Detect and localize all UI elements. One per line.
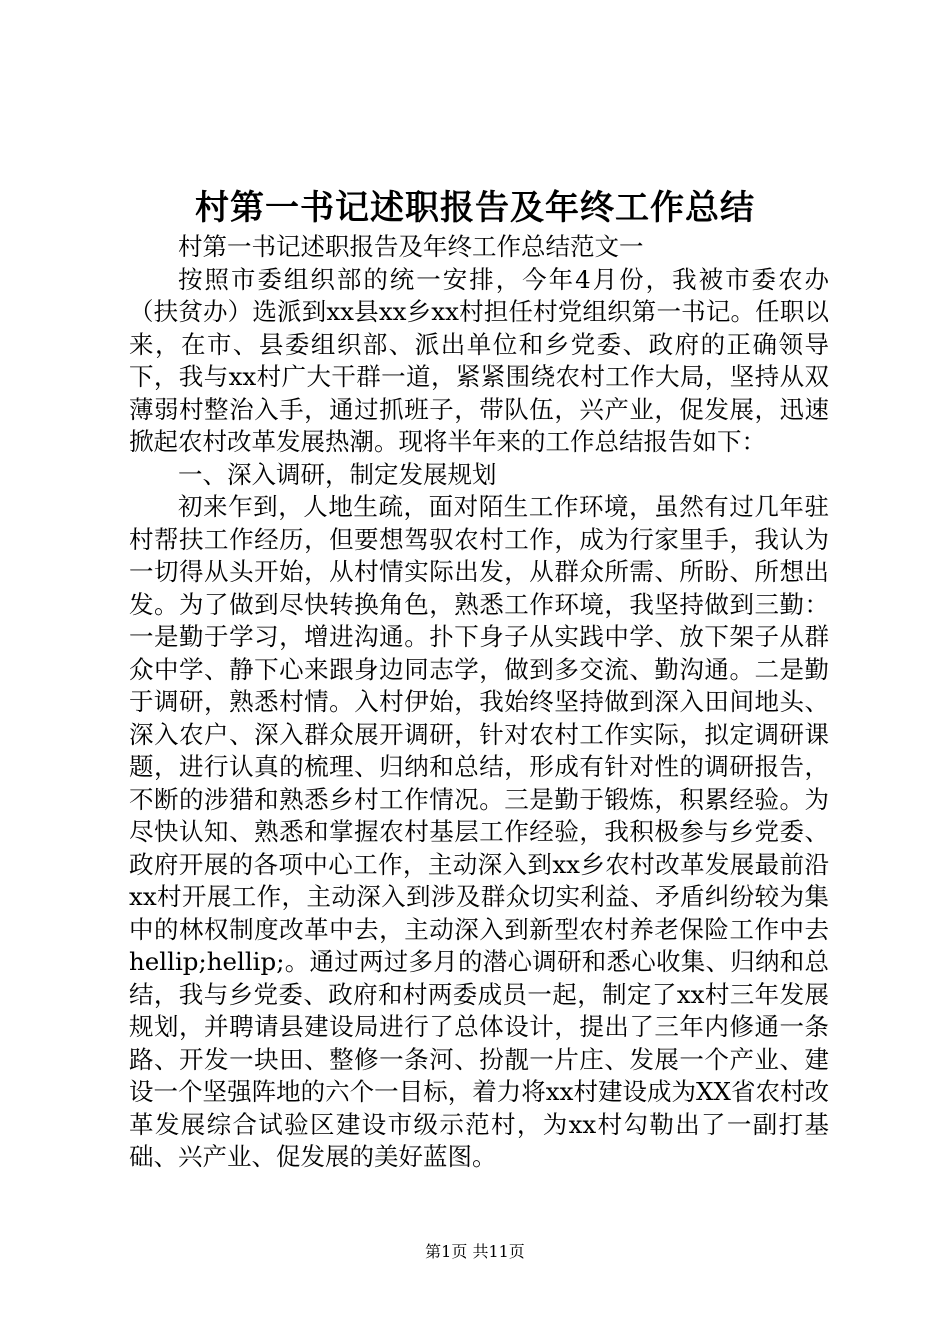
page-footer: 第1页 共11页 xyxy=(425,1242,525,1261)
subtitle-paragraph: 村第一书记述职报告及年终工作总结范文一 xyxy=(178,232,644,261)
section-heading: 一、深入调研，制定发展规划 xyxy=(178,459,497,489)
document-title: 村第一书记述职报告及年终工作总结 xyxy=(195,188,755,228)
document-body xyxy=(129,231,829,1174)
section-paragraph: 初来乍到，人地生疏，面对陌生工作环境，虽然有过几年驻村帮扶工作经历，但要想驾驭农村工作，成为行家里手，我认为一切得从头开始，从村情实际出发，从群众所需、所盼、所想出发。为了做到尽快转换角色，熟悉工作环境，我坚持做到三勤：一是勤于学习，增进沟通。扑下身子从实践中学、放下架子从群众中学、静下心来跟身边同志学，做到多交流、勤沟通。二是勤于调研，熟悉村情。入村伊始，我始终坚持做到深入田间地头、深入农户、深入群众展开调研，针对农村工作实际，拟定调研课题，进行认真的梳理、归纳和总结，形成有针对性的调研报告，不断的涉猎和熟悉乡村工作情况。三是勤于锻炼，积累经验。为尽快认知、熟悉和掌握农村基层工作经验，我积极参与乡党委、政府开展的各项中心工作，主动深入到xx乡农村改革发展最前沿xx村开展工作，主动深入到涉及群众切实利益、矛盾纠纷较为集中的林权制度改革中去，主动深入到新型农村养老保险工作中去hellip;hellip;。通过两过多月的潜心调研和悉心收集、归纳和总结，我与乡党委、政府和村两委成员一起，制定了xx村三年发展规划，并聘请县建设局进行了总体设计，提出了三年内修通一条路、开发一块田、整修一条河、扮靓一片庄、发展一个产业、建设一个坚强阵地的六个一目标，着力将xx村建设成为XX省农村改革发展综合试验区建设市级示范村，为xx村勾勒出了一副打基础、兴产业、促发展的美好蓝图。 xyxy=(129,492,829,1171)
intro-paragraph: 按照市委组织部的统一安排，今年4月份，我被市委农办（扶贫办）选派到xx县xx乡xx村担任村党组织第一书记。任职以来，在市、县委组织部、派出单位和乡党委、政府的正确领导下，我与xx村广大干群一道，紧紧围绕农村工作大局，坚持从双薄弱村整治入手，通过抓班子，带队伍，兴产业，促发展，迅速掀起农村改革发展热潮。现将半年来的工作总结报告如下： xyxy=(129,264,829,456)
